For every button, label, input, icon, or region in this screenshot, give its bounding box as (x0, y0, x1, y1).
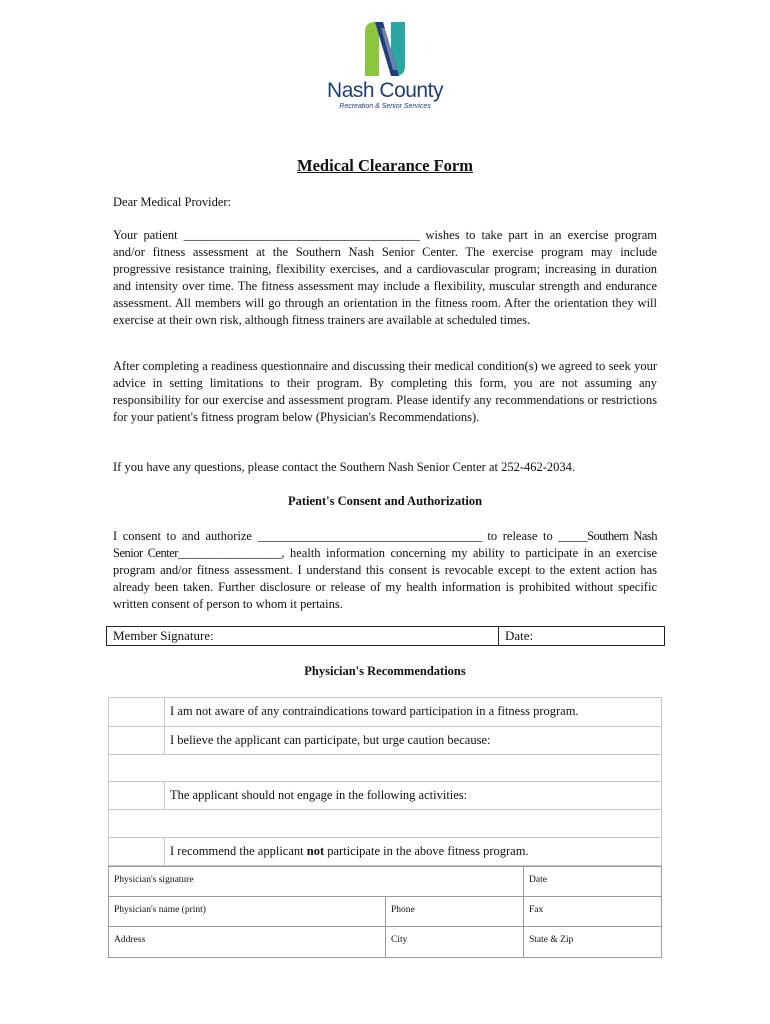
rec-row-caution (108, 727, 662, 755)
salutation: Dear Medical Provider: (113, 195, 232, 209)
rec-option-3: The applicant should not engage in the following activities: (170, 788, 468, 802)
consent-lead: I consent to and authorize (113, 529, 252, 543)
intro-paragraph (113, 227, 657, 329)
consent-heading: Patient's Consent and Authorization (287, 494, 483, 508)
physician-phone-field[interactable]: Phone (391, 905, 415, 915)
authorize-blank[interactable]: _______________________________________ (257, 529, 482, 543)
physician-signature-field[interactable]: Physician's signature (114, 875, 194, 885)
physician-fax-field[interactable]: Fax (529, 905, 544, 915)
consent-to-release: to release to (487, 529, 553, 543)
rec-option-4-post: participate in the above fitness program. (327, 844, 529, 858)
nash-county-logo (320, 18, 450, 118)
member-signature-field[interactable]: Member Signature: (113, 628, 214, 643)
physician-address-field[interactable]: Address (114, 935, 146, 945)
physician-name-field[interactable]: Physician's name (print) (114, 905, 206, 915)
grid-divider (523, 927, 524, 957)
rec-restricted-activities-field[interactable] (108, 810, 662, 838)
release-to-blank[interactable]: _____Southern Nash Senior Center__________________ (113, 529, 658, 560)
member-signature-row (106, 626, 665, 646)
signature-divider (498, 627, 499, 645)
advice-paragraph: After completing a readiness questionnaire and discussing their medical condition(s) we agreed to seek your advice in setting limitations to their program. By completing this form, you are not assuming any responsibility for our exercise and assessment program. Please identify any recommendations or restrictions for your patient's fitness program below (Physician's Recommendations). (113, 359, 657, 424)
rec-option-4 (170, 844, 529, 859)
physician-state-zip-field[interactable]: State & Zip (529, 935, 574, 945)
nash-county-logo-mark-icon (355, 18, 415, 80)
physician-date-field[interactable]: Date (529, 875, 547, 885)
consent-rest: , health information concerning my ability to participate in an exercise program and/or fitness assessment. I understand this consent is revocable except to the extent action has already been taken. Further disclosure or release of my health information is prohibited without specific written consent of person to whom it pertains. (113, 546, 657, 611)
consent-paragraph (113, 528, 657, 613)
physician-heading: Physician's Recommendations (304, 664, 466, 678)
intro-rest: wishes to take part in an exercise program and/or fitness assessment at the Southern Nash Senior Center. The exercise program may include progressive resistance training, flexibility exercises, and a cardiovascular program; increasing in duration and intensity over time. The fitness assessment may include a flexibility, muscular strength and endurance assessment. All members will go through an orientation in the fitness room. After the orientation they will exercise at their own risk, although fitness trainers are available at scheduled times. (113, 228, 658, 327)
physician-signature-row (108, 866, 662, 897)
member-date-field[interactable]: Date: (505, 628, 534, 643)
rec-checkbox-4[interactable] (109, 838, 165, 865)
physician-address-row (108, 927, 662, 958)
rec-option-2: I believe the applicant can participate, but urge caution because: (170, 733, 491, 747)
rec-row-not-participate (108, 838, 662, 866)
rec-row-no-contraindications (108, 697, 662, 727)
physician-name-row (108, 897, 662, 927)
rec-option-4-bold: not (306, 844, 325, 858)
intro-lead: Your patient (113, 228, 178, 242)
grid-divider (385, 927, 386, 957)
rec-row-restricted (108, 782, 662, 810)
patient-name-blank[interactable]: _________________________________________ (183, 228, 420, 242)
rec-caution-reason-field[interactable] (108, 755, 662, 782)
page-title: Medical Clearance Form (297, 156, 473, 175)
physician-city-field[interactable]: City (391, 935, 408, 945)
logo-name: Nash County (327, 79, 443, 102)
rec-checkbox-1[interactable] (109, 698, 165, 726)
contact-paragraph: If you have any questions, please contact the Southern Nash Senior Center at 252-462-2034. (113, 460, 576, 474)
rec-option-4-pre: I recommend the applicant (170, 844, 304, 858)
grid-divider (523, 867, 524, 896)
grid-divider (385, 897, 386, 926)
rec-checkbox-3[interactable] (109, 782, 165, 809)
rec-checkbox-2[interactable] (109, 727, 165, 754)
rec-option-1: I am not aware of any contraindications toward participation in a fitness program. (170, 704, 579, 718)
logo-subtitle: Recreation & Senior Services (339, 103, 431, 110)
grid-divider (523, 897, 524, 926)
